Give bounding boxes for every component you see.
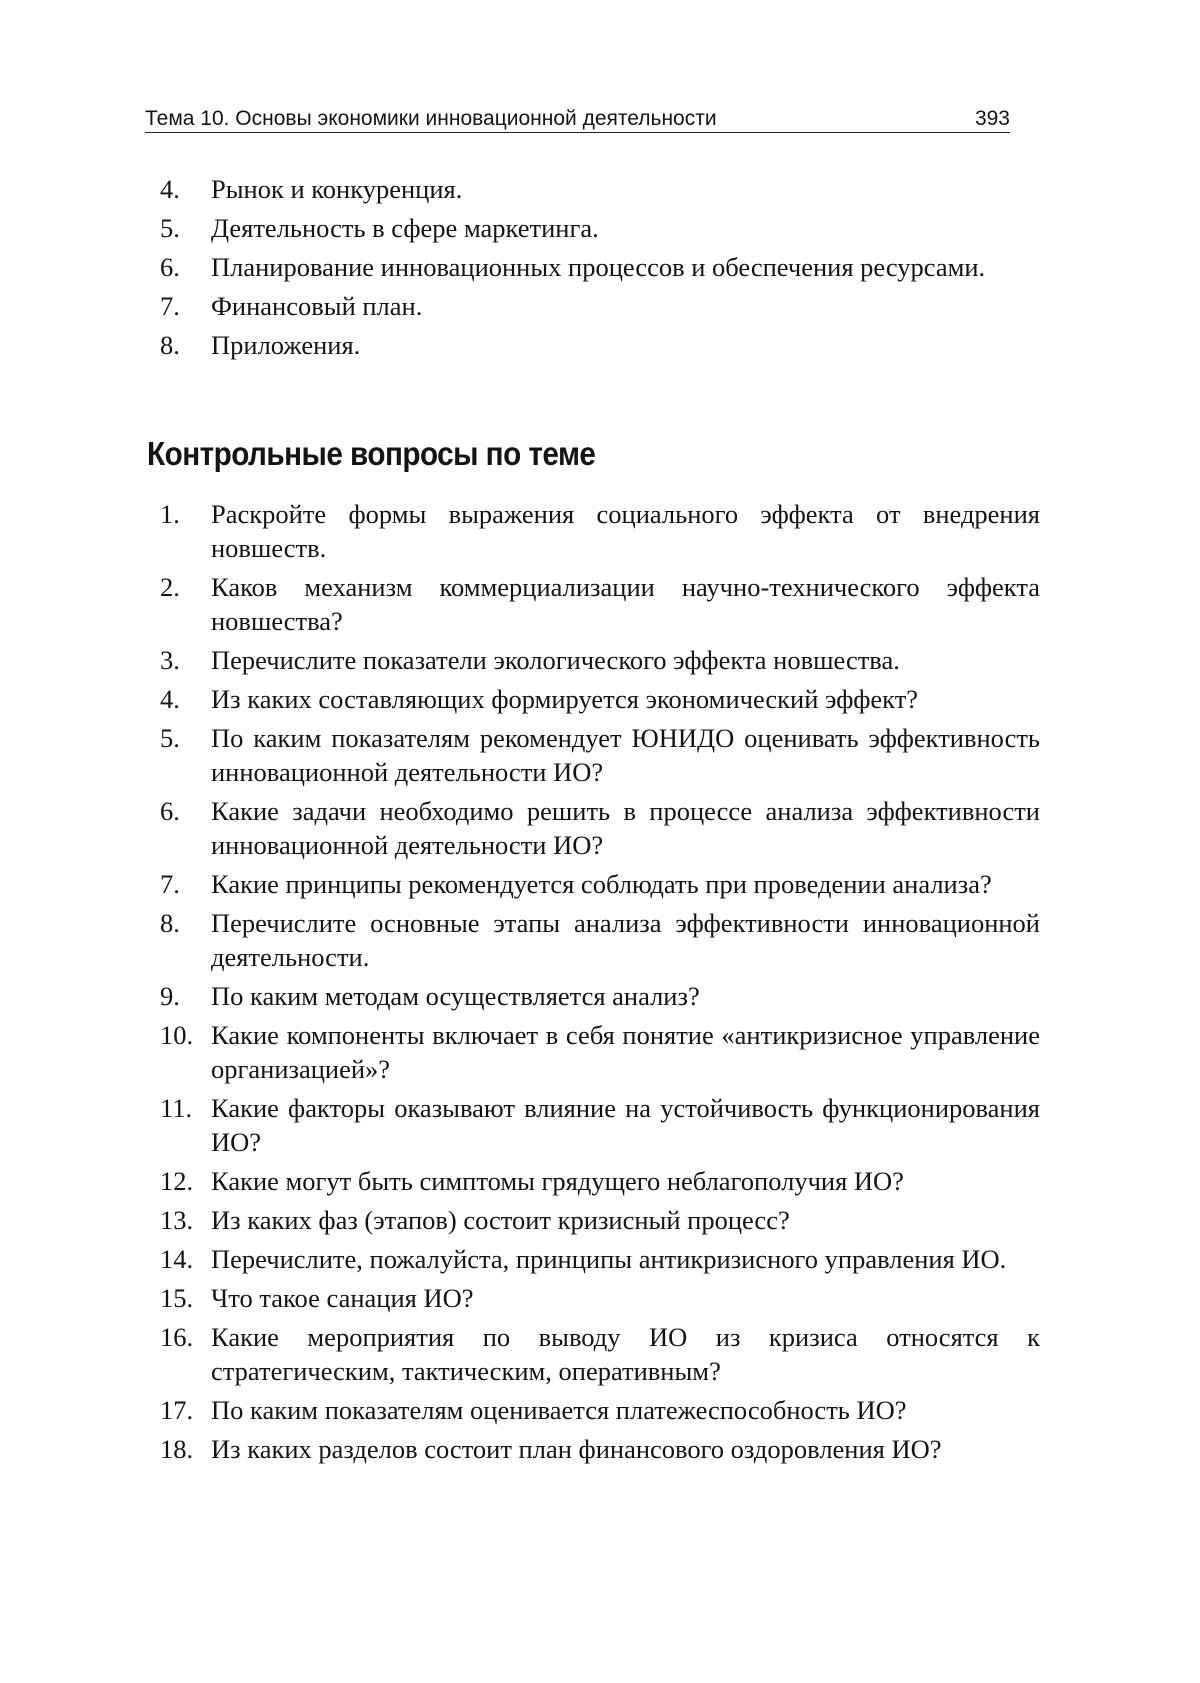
business-plan-sections-list [160,172,1040,367]
question-number: 16. [160,1322,194,1352]
review-questions-list [160,497,1040,1471]
question-number: 13. [160,1205,194,1235]
list-item-text: Приложения. [211,330,361,360]
list-item [160,211,1040,245]
list-item-number: 4. [160,174,180,204]
list-item [160,328,1040,362]
question-text: Что такое санация ИО? [211,1283,474,1313]
question-number: 7. [160,869,180,899]
question-item [160,1432,1040,1466]
question-text: Из каких составляющих формируется экономический эффект? [211,684,919,714]
page-number: 393 [974,107,1010,130]
question-item [160,1393,1040,1427]
question-number: 6. [160,796,180,826]
question-number: 17. [160,1395,194,1425]
list-item-text: Планирование инновационных процессов и обеспечения ресурсами. [211,252,986,282]
question-text: По каким показателям оценивается платежеспособность ИО? [211,1395,907,1425]
question-text: Какие принципы рекомендуется соблюдать при проведении анализа? [211,869,992,899]
list-item [160,289,1040,323]
question-text: По каким методам осуществляется анализ? [211,981,700,1011]
question-text: Перечислите показатели экологического эффекта новшества. [211,645,900,675]
list-item-number: 7. [160,291,180,321]
question-number: 5. [160,723,180,753]
question-item [160,570,1040,638]
question-number: 10. [160,1020,194,1050]
list-item-number: 5. [160,213,180,243]
question-number: 3. [160,645,180,675]
question-text: Из каких разделов состоит план финансового оздоровления ИО? [211,1434,942,1464]
question-number: 2. [160,572,180,602]
question-number: 11. [160,1093,193,1123]
question-text: Раскройте формы выражения социального эффекта от внедрения новшеств. [211,499,1040,563]
question-item [160,1320,1040,1388]
question-item [160,1018,1040,1086]
question-item [160,1242,1040,1276]
list-item [160,172,1040,206]
question-item [160,867,1040,901]
question-number: 18. [160,1434,194,1464]
list-item-text: Деятельность в сфере маркетинга. [211,213,599,243]
question-number: 8. [160,908,180,938]
question-item [160,497,1040,565]
question-item [160,1281,1040,1315]
question-text: Каков механизм коммерциализации научно-технического эффекта новшества? [211,572,1040,636]
question-item [160,1164,1040,1198]
list-item-text: Рынок и конкуренция. [211,174,463,204]
question-number: 12. [160,1166,194,1196]
section-heading: Контрольные вопросы по теме [147,435,596,472]
question-number: 14. [160,1244,194,1274]
question-item [160,979,1040,1013]
question-text: Какие мероприятия по выводу ИО из кризиса относятся к стратегическим, тактическим, оперативным? [211,1322,1040,1386]
running-header [145,106,1010,133]
question-item [160,721,1040,789]
question-item [160,1203,1040,1237]
question-text: Перечислите основные этапы анализа эффективности инновационной деятельности. [211,908,1040,972]
question-text: Какие задачи необходимо решить в процессе анализа эффективности инновационной деятельности ИО? [211,796,1040,860]
list-item-number: 8. [160,330,180,360]
question-item [160,643,1040,677]
question-text: Перечислите, пожалуйста, принципы антикризисного управления ИО. [211,1244,1007,1274]
question-text: По каким показателям рекомендует ЮНИДО оценивать эффективность инновационной деятельности ИО? [211,723,1040,787]
question-number: 15. [160,1283,194,1313]
question-text: Из каких фаз (этапов) состоит кризисный процесс? [211,1205,790,1235]
question-number: 4. [160,684,180,714]
question-item [160,1091,1040,1159]
question-text: Какие могут быть симптомы грядущего неблагополучия ИО? [211,1166,904,1196]
list-item-text: Финансовый план. [211,291,423,321]
question-item [160,906,1040,974]
list-item [160,250,1040,284]
question-text: Какие факторы оказывают влияние на устойчивость функционирования ИО? [211,1093,1040,1157]
question-text: Какие компоненты включает в себя понятие «антикризисное управление организацией»? [211,1020,1040,1084]
question-number: 9. [160,981,180,1011]
running-header-title: Тема 10. Основы экономики инновационной деятельности [145,107,717,130]
question-item [160,682,1040,716]
list-item-number: 6. [160,252,180,282]
question-item [160,794,1040,862]
question-number: 1. [160,499,180,529]
